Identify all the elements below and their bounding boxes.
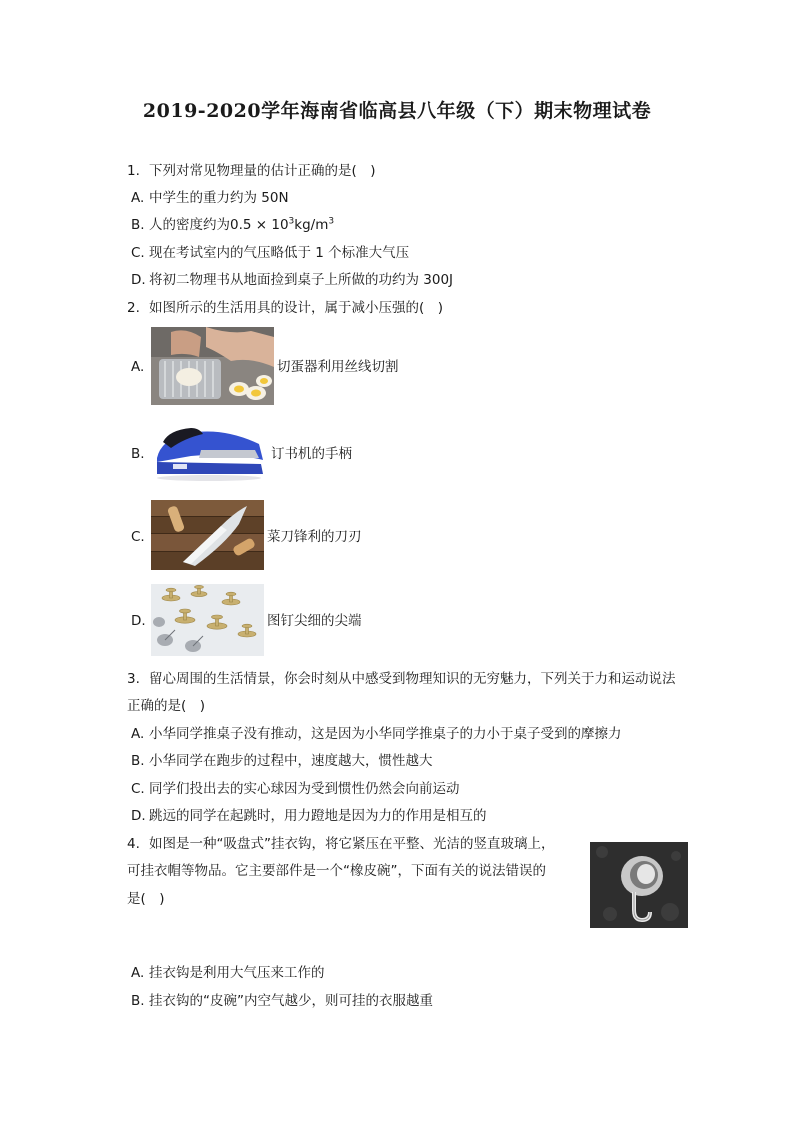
option-2c-letter: C. [131, 529, 145, 545]
question-2: 2. 如图所示的生活用具的设计，属于减小压强的( ) [127, 300, 444, 316]
question-4-stem-cont: 可挂衣帽等物品。它主要部件是一个“橡皮碗”，下面有关的说法错误的 [127, 863, 546, 879]
option-4b: B. 挂衣钩的“皮碗”内空气越少，则可挂的衣服越重 [131, 993, 433, 1009]
question-number: 1. [127, 163, 140, 179]
question-stem: 下列对常见物理量的估计正确的是( ) [149, 163, 376, 179]
option-3a: A. 小华同学推桌子没有推动，这是因为小华同学推桌子的力小于桌子受到的摩擦力 [131, 726, 622, 742]
option-1b: B. 人的密度约为$0.5 \times 10^3kg/m^3$ [131, 216, 335, 233]
question-3: 3. 留心周围的生活情景，你会时刻从中感受到物理知识的无穷魅力，下列关于力和运动说法 [127, 671, 676, 687]
option-2d-letter: D. [131, 613, 146, 629]
option-3b: B. 小华同学在跑步的过程中，速度越大，惯性越大 [131, 753, 433, 769]
stapler-photo [151, 420, 268, 482]
question-stem: 如图所示的生活用具的设计，属于减小压强的( ) [149, 300, 444, 316]
suction-hook-photo [590, 842, 688, 928]
option-1c: C. 现在考试室内的气压略低于 1 个标准大气压 [131, 245, 410, 261]
thumbtacks-photo [151, 584, 264, 656]
option-3c: C. 同学们投出去的实心球因为受到惯性仍然会向前运动 [131, 781, 460, 797]
question-4-stem-end: 是( ) [127, 891, 165, 907]
option-2b-letter: B. [131, 446, 145, 462]
question-4: 4. 如图是一种“吸盘式”挂衣钩，将它紧压在平整、光洁的竖直玻璃上， [127, 836, 555, 852]
option-2b-text: 订书机的手柄 [271, 446, 352, 462]
question-stem: 如图是一种“吸盘式”挂衣钩，将它紧压在平整、光洁的竖直玻璃上， [149, 836, 555, 852]
option-2d-text: 图钉尖细的尖端 [267, 613, 362, 629]
option-1a: A. 中学生的重力约为 50N [131, 190, 289, 206]
question-stem: 留心周围的生活情景，你会时刻从中感受到物理知识的无穷魅力，下列关于力和运动说法 [149, 671, 676, 687]
option-2a-text: 切蛋器利用丝线切割 [277, 359, 399, 375]
option-2a-letter: A. [131, 359, 145, 375]
question-3-stem-cont: 正确的是( ) [127, 698, 206, 714]
egg-slicer-photo [151, 327, 274, 405]
option-4a: A. 挂衣钩是利用大气压来工作的 [131, 965, 325, 981]
question-1 [127, 161, 376, 181]
option-2c-text: 菜刀锋利的刀刃 [267, 529, 362, 545]
kitchen-knife-photo [151, 500, 264, 570]
option-1d: D. 将初二物理书从地面捡到桌子上所做的功约为 300J [131, 272, 454, 288]
option-3d: D. 跳远的同学在起跳时，用力蹬地是因为力的作用是相互的 [131, 808, 487, 824]
page-title: 2019-2020学年海南省临高县八年级（下）期末物理试卷 [142, 100, 652, 122]
